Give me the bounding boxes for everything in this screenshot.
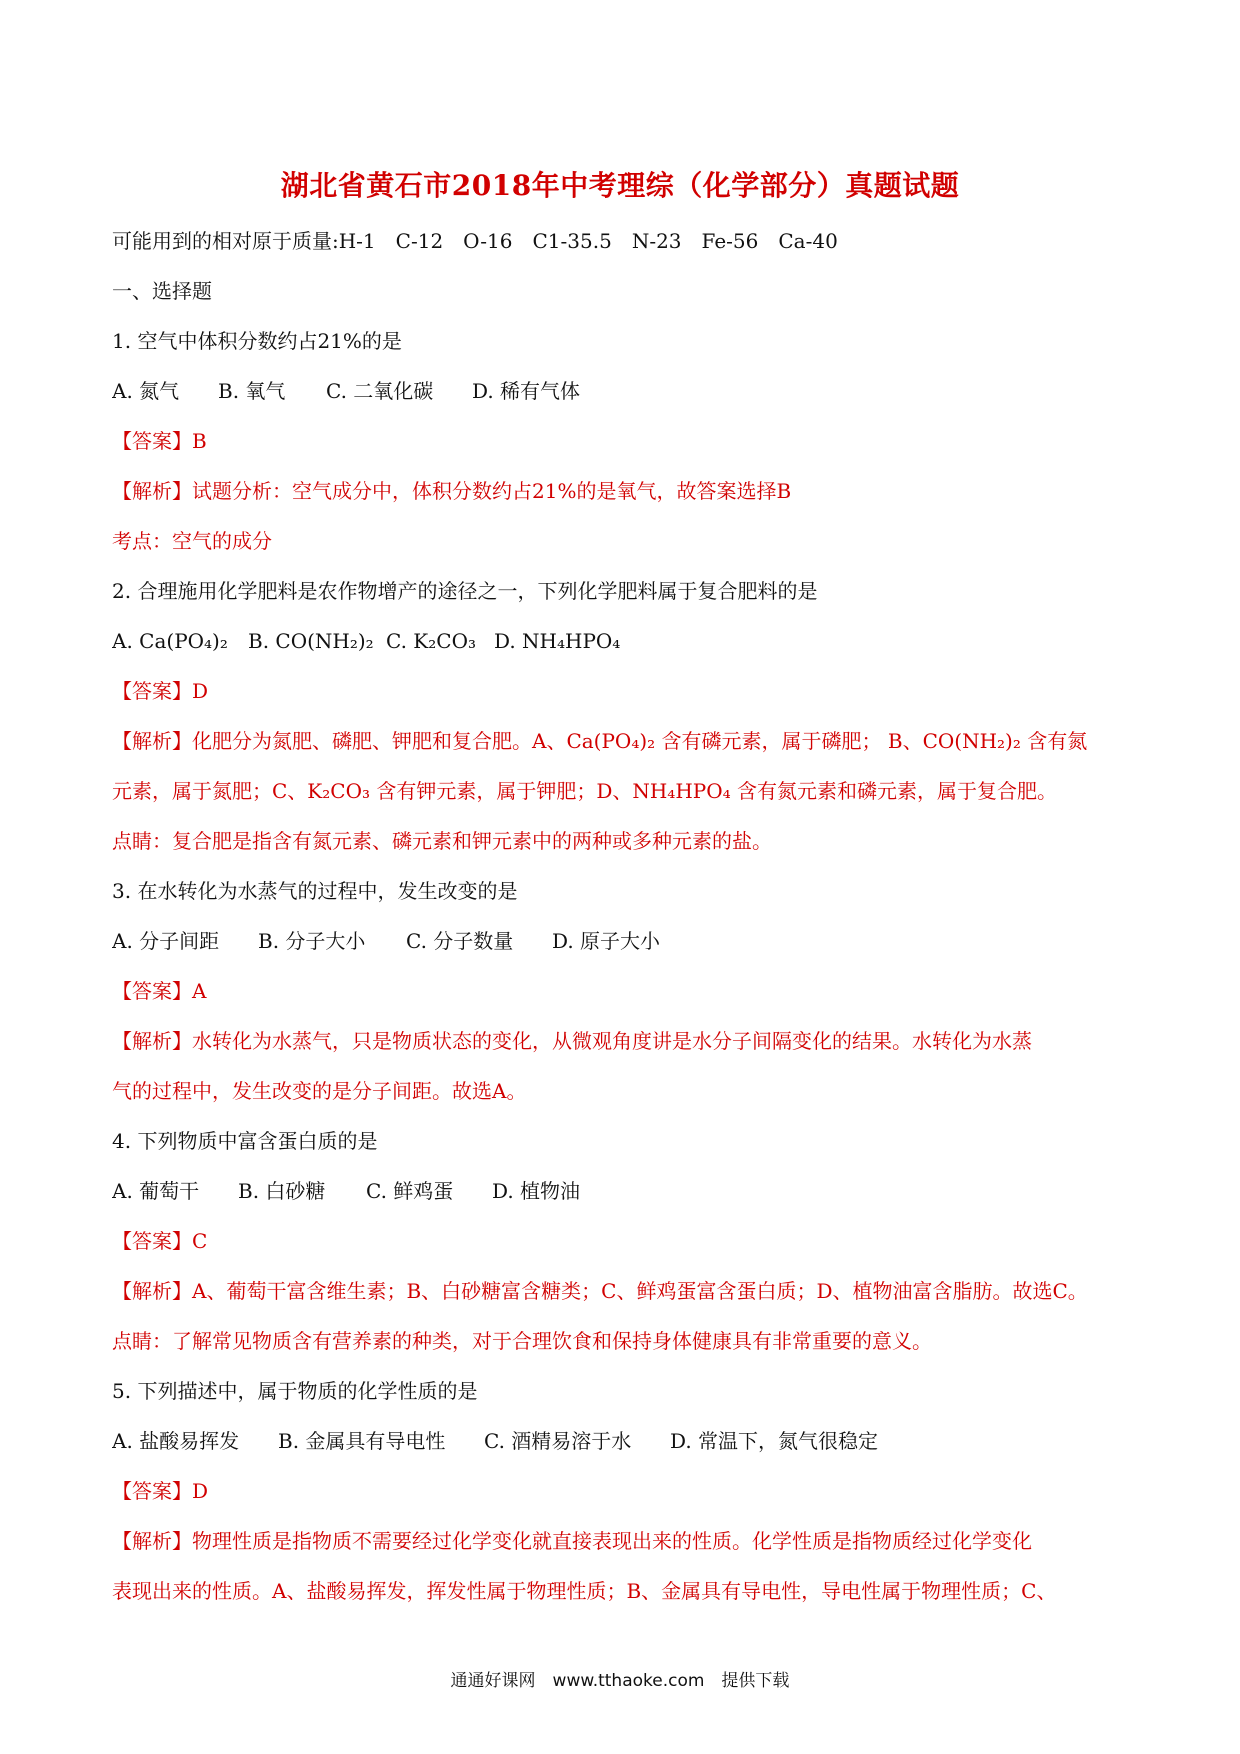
option-a: A. Ca(PO₄)₂ [112,629,228,653]
question-2-options [112,624,1132,674]
option-b: B. 氧气 [218,379,286,403]
question-4-options [112,1174,1132,1224]
question-4-analysis: 【解析】A、葡萄干富含维生素；B、白砂糖富含糖类；C、鲜鸡蛋富含蛋白质；D、植物油富含脂肪。故选C。 [112,1279,1088,1303]
question-1-options [112,374,1132,424]
option-c: C. 二氧化碳 [326,379,434,403]
atomic-masses-line: 可能用到的相对原于质量:H-1 C-12 O-16 C1-35.5 N-23 Fe-56 Ca-40 [112,229,838,253]
question-1-analysis: 【解析】试题分析：空气成分中，体积分数约占21%的是氧气，故答案选择B [112,479,792,503]
option-a: A. 葡萄干 [112,1179,200,1203]
option-d: D. 常温下，氮气很稳定 [670,1429,879,1453]
option-b: B. 分子大小 [258,929,366,953]
question-2-note: 点睛：复合肥是指含有氮元素、磷元素和钾元素中的两种或多种元素的盐。 [112,829,772,853]
option-a: A. 分子间距 [112,929,220,953]
option-c: C. K₂CO₃ [386,629,476,653]
option-d: D. 稀有气体 [472,379,581,403]
option-a: A. 盐酸易挥发 [112,1429,240,1453]
question-3-analysis-2: 气的过程中，发生改变的是分子间距。故选A。 [112,1079,527,1103]
question-4-note: 点睛：了解常见物质含有营养素的种类，对于合理饮食和保持身体健康具有非常重要的意义。 [112,1329,932,1353]
question-3-answer: 【答案】A [112,979,207,1003]
option-c: C. 分子数量 [406,929,514,953]
option-d: D. 植物油 [492,1179,581,1203]
question-2-analysis-2: 元素，属于氮肥；C、K₂CO₃ 含有钾元素，属于钾肥；D、NH₄HPO₄ 含有氮元素和磷元素，属于复合肥。 [112,779,1057,803]
question-5-answer: 【答案】D [112,1479,209,1503]
question-1-stem: 1. 空气中体积分数约占21%的是 [112,329,402,353]
question-5-analysis-1: 【解析】物理性质是指物质不需要经过化学变化就直接表现出来的性质。化学性质是指物质经过化学变化 [112,1529,1032,1553]
question-1-answer: 【答案】B [112,429,207,453]
option-b: B. 白砂糖 [238,1179,326,1203]
option-c: C. 鲜鸡蛋 [366,1179,454,1203]
question-4-stem: 4. 下列物质中富含蛋白质的是 [112,1129,378,1153]
question-5-options [112,1424,1132,1474]
option-d: D. 原子大小 [552,929,661,953]
option-b: B. CO(NH₂)₂ [248,629,374,653]
question-3-options [112,924,1132,974]
document-body [112,224,1132,1624]
option-d: D. NH₄HPO₄ [494,629,621,653]
question-1-note: 考点：空气的成分 [112,529,272,553]
question-5-stem: 5. 下列描述中，属于物质的化学性质的是 [112,1379,478,1403]
question-2-stem: 2. 合理施用化学肥料是农作物增产的途径之一，下列化学肥料属于复合肥料的是 [112,579,818,603]
question-3-stem: 3. 在水转化为水蒸气的过程中，发生改变的是 [112,879,518,903]
option-b: B. 金属具有导电性 [278,1429,446,1453]
question-3-analysis-1: 【解析】水转化为水蒸气，只是物质状态的变化，从微观角度讲是水分子间隔变化的结果。水转化为水蒸 [112,1029,1032,1053]
question-4-answer: 【答案】C [112,1229,208,1253]
option-c: C. 酒精易溶于水 [484,1429,632,1453]
question-2-analysis-1: 【解析】化肥分为氮肥、磷肥、钾肥和复合肥。A、Ca(PO₄)₂ 含有磷元素，属于磷肥； B、CO(NH₂)₂ 含有氮 [112,729,1088,753]
option-a: A. 氮气 [112,379,180,403]
question-5-analysis-2: 表现出来的性质。A、盐酸易挥发，挥发性属于物理性质；B、金属具有导电性，导电性属于物理性质；C、 [112,1579,1057,1603]
page-footer: 通通好课网 www.tthaoke.com 提供下载 [450,1671,790,1691]
page-title: 湖北省黄石市2018年中考理综（化学部分）真题试题 [280,169,960,202]
section-heading: 一、选择题 [112,279,212,303]
question-2-answer: 【答案】D [112,679,209,703]
